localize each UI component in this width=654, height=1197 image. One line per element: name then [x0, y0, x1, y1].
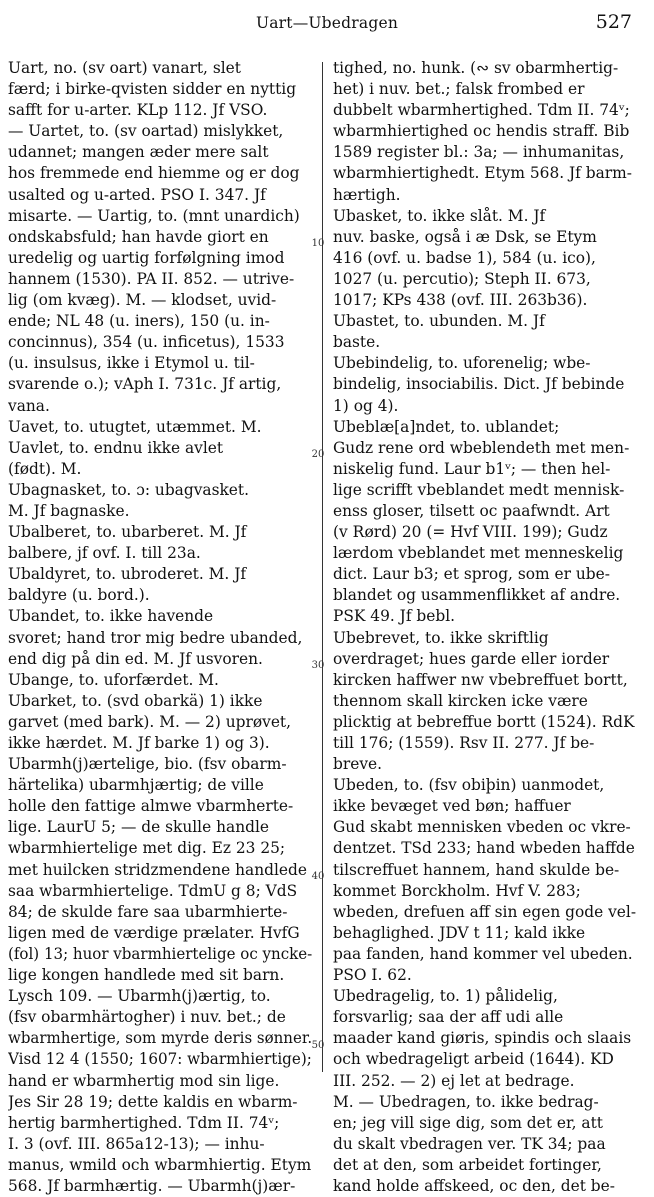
text-line: Ubalberet, to. ubarberet. M. Jf: [8, 523, 247, 542]
text-line: met huilcken stridzmendene handlede: [8, 860, 307, 879]
text-line: (fsv obarmhärtogher) i nuv. bet.; de: [8, 1008, 286, 1027]
text-line: (født). M.: [8, 459, 82, 478]
text-line: niskelig fund. Laur b1ᵛ; — then hel-: [333, 459, 611, 478]
text-line: uredelig og uartig forfølgning imod: [8, 248, 285, 267]
text-line: Gudz rene ord wbeblendeth met men-: [333, 438, 630, 457]
text-line: Ubasket, to. ikke slåt. M. Jf: [333, 206, 546, 225]
text-line: forsvarlig; saa der aff udi alle: [333, 1008, 564, 1027]
text-line: — Uartet, to. (sv oartad) mislykket,: [8, 122, 284, 141]
text-line: hærtigh.: [333, 185, 401, 204]
text-line: het) i nuv. bet.; falsk frombed er: [333, 80, 585, 99]
text-line: concinnus), 354 (u. inficetus), 1533: [8, 333, 285, 352]
text-line: holle den fattige almwe vbarmherte-: [8, 797, 294, 816]
text-line: 568. Jf barmhærtig. — Ubarmh(j)ær-: [8, 1176, 296, 1195]
text-line: det at den, som arbeidet fortinger,: [333, 1155, 602, 1174]
text-line: enss gloser, tilsett oc paafwndt. Art: [333, 501, 610, 520]
text-line: Jes Sir 28 19; dette kaldis en wbarm-: [8, 1092, 298, 1111]
text-line: (u. insulsus, ikke i Etymol u. til-: [8, 354, 255, 373]
text-line: ligen med de værdige prælater. HvfG: [8, 923, 300, 942]
text-line: härtelika) ubarmhjærtig; de ville: [8, 776, 264, 795]
text-line: Ubastet, to. ubunden. M. Jf: [333, 312, 545, 331]
text-line: manus, wmild och wbarmhiertig. Etym: [8, 1155, 312, 1174]
line-number: 30: [311, 660, 325, 671]
text-line: svoret; hand tror mig bedre ubanded,: [8, 628, 303, 647]
text-line: (fol) 13; huor vbarmhiertelige oc ynckе-: [8, 944, 312, 963]
text-line: Ubedragelig, to. 1) pålidelig,: [333, 987, 558, 1006]
line-number: 10: [311, 238, 325, 249]
text-line: Lysch 109. — Ubarmh(j)ærtig, to.: [8, 987, 271, 1006]
text-line: PSO I. 62.: [333, 966, 412, 985]
text-line: lærdom vbeblandet met menneskelig: [333, 544, 624, 563]
text-line: wbeden, drefuen aff sin egen gode vel-: [333, 902, 637, 921]
text-line: færd; i birke-qvisten sidder en nyttig: [8, 80, 297, 99]
text-line: 84; de skulde fare saa ubarmhierte-: [8, 902, 288, 921]
text-line: baldyre (u. bord.).: [8, 586, 150, 605]
text-line: III. 252. — 2) ej let at bedrage.: [333, 1071, 575, 1090]
text-line: lige kongen handlede med sit barn.: [8, 966, 285, 985]
column-divider: [322, 62, 323, 1072]
text-line: Ubeden, to. (fsv obiþin) uanmodet,: [333, 776, 605, 795]
text-line: Ubarmh(j)ærtelige, bio. (fsv obarm-: [8, 755, 287, 774]
text-line: dubbelt wbarmhertighed. Tdm II. 74ᵛ;: [333, 101, 630, 120]
text-line: Ubebrevet, to. ikke skriftlig: [333, 628, 549, 647]
text-line: dentzet. TSd 233; hand wbeden haffde: [333, 839, 635, 858]
text-line: misarte. — Uartig, to. (mnt unardich): [8, 206, 300, 225]
text-line: Uart, no. (sv oart) vanart, slet: [8, 59, 241, 77]
text-line: hertig barmhertighed. Tdm II. 74ᵛ;: [8, 1113, 280, 1132]
line-number: 20: [311, 449, 325, 460]
text-line: lige. LaurU 5; — de skulle handle: [8, 818, 269, 837]
running-head: Uart—Ubedragen: [255, 14, 399, 32]
text-line: end dig på din ed. M. Jf usvoren.: [8, 649, 263, 668]
text-line: 416 (ovf. u. badse 1), 584 (u. ico),: [333, 248, 596, 267]
text-line: en; jeg vill sige dig, som det er, att: [333, 1113, 603, 1132]
text-line: blandet og usammenflikket af andre.: [333, 586, 621, 605]
text-line: thennom skall kircken icke være: [333, 691, 588, 710]
text-line: overdraget; hues garde eller iorder: [333, 649, 610, 668]
text-line: Ubagnasket, to. ɔ: ubagvasket.: [8, 480, 249, 499]
text-line: ondskabsfuld; han havde giort en: [8, 227, 269, 246]
text-line: 1) og 4).: [333, 396, 399, 415]
text-line: 1017; KPs 438 (ovf. III. 263b36).: [333, 291, 588, 310]
text-line: bindelig, insociabilis. Dict. Jf bebinde: [333, 375, 625, 394]
text-line: vana.: [8, 396, 50, 415]
page-number: 527: [595, 11, 632, 33]
text-line: och wbedrageligt arbeid (1644). KD: [333, 1050, 614, 1069]
text-line: wbarmhiertelige met dig. Ez 23 25;: [8, 839, 286, 858]
text-line: hannem (1530). PA II. 852. — utrive-: [8, 269, 295, 288]
text-line: lige scrifft vbeblandet medt mennisk-: [333, 480, 625, 499]
text-line: svarende o.); vAph I. 731c. Jf artig,: [8, 375, 282, 394]
text-line: wbarmhertige, som myrde deris sønner.: [8, 1029, 312, 1048]
text-line: du skalt vbedragen ver. TK 34; paa: [333, 1134, 606, 1153]
text-line: safft for u-arter. KLp 112. Jf VSO.: [8, 101, 268, 120]
text-line: wbarmhiertighedt. Etym 568. Jf barm-: [333, 164, 632, 183]
text-line: hand er wbarmhertig mod sin lige.: [8, 1071, 280, 1090]
text-line: ikke bevæget ved bøn; haffuer: [333, 797, 571, 816]
text-line: kommet Borckholm. Hvf V. 283;: [333, 881, 581, 900]
text-line: M. — Ubedragen, to. ikke bedrag-: [333, 1092, 599, 1111]
text-line: 1589 register bl.: 3a; — inhumanitas,: [333, 143, 625, 162]
text-line: plicktig at bebreffue bortt (1524). RdK: [333, 712, 635, 731]
line-number: 50: [311, 1040, 325, 1051]
text-line: lig (om kvæg). M. — klodset, uvid-: [8, 291, 277, 310]
text-line: tilscreffuet hannem, hand skulde be-: [333, 860, 620, 879]
text-line: tighed, no. hunk. (∾ sv obarmhertig-: [333, 59, 619, 77]
text-line: kircken haffwer nw vbebreffuet bortt,: [333, 670, 628, 689]
line-number: 40: [311, 871, 325, 882]
right-column: [333, 58, 637, 1197]
text-line: Gud skabt mennisken vbeden oc vkre-: [333, 818, 631, 837]
text-line: usalted og u-arted. PSO I. 347. Jf: [8, 185, 266, 204]
page-header: [0, 11, 654, 40]
text-line: Ubandet, to. ikke havende: [8, 607, 214, 626]
text-line: I. 3 (ovf. III. 865a12-13); — inhu-: [8, 1134, 265, 1153]
text-line: wbarmhiertighed oc hendis straff. Bib: [333, 122, 630, 141]
text-line: breve.: [333, 755, 383, 774]
text-line: ikke hærdet. M. Jf barke 1) og 3).: [8, 734, 270, 752]
text-line: kand holde affskeed, oc den, det be-: [333, 1176, 615, 1195]
text-line: paa fanden, hand kommer vel ubeden.: [333, 944, 633, 963]
text-line: dict. Laur b3; et sprog, som er ube-: [333, 565, 610, 584]
text-line: M. Jf bagnaske.: [8, 501, 130, 520]
text-line: Ubeblæ[a]ndet, to. ublandet;: [333, 417, 560, 436]
text-line: ende; NL 48 (u. iners), 150 (u. in-: [8, 312, 270, 331]
text-line: saa wbarmhiertelige. TdmU g 8; VdS: [8, 881, 298, 900]
text-line: (v Rørd) 20 (= Hvf VIII. 199); Gudz: [333, 523, 608, 542]
text-line: hos fremmede end hiemme og er dog: [8, 164, 300, 183]
text-line: Uavlet, to. endnu ikke avlet: [8, 438, 224, 457]
text-line: baste.: [333, 333, 381, 352]
text-line: behaglighed. JDV t 11; kald ikke: [333, 923, 586, 942]
text-line: Ubange, to. uforfærdet. M.: [8, 670, 219, 689]
text-line: Uavet, to. utugtet, utæmmet. M.: [8, 417, 262, 436]
text-line: 1027 (u. percutio); Steph II. 673,: [333, 269, 591, 288]
text-line: Ubebindelig, to. uforenelig; wbe-: [333, 354, 591, 373]
text-line: till 176; (1559). Rsv II. 277. Jf be-: [333, 734, 595, 752]
text-line: Ubarket, to. (svd obarkä) 1) ikke: [8, 691, 263, 710]
text-line: balbere, jf ovf. I. till 23a.: [8, 544, 201, 563]
text-line: PSK 49. Jf bebl.: [333, 607, 456, 626]
text-line: garvet (med bark). M. — 2) uprøvet,: [8, 712, 291, 731]
text-line: maader kand giøris, spindis och slaais: [333, 1029, 632, 1048]
text-line: nuv. baske, også i æ Dsk, se Etym: [333, 227, 597, 246]
text-line: Visd 12 4 (1550; 1607: wbarmhiertige);: [8, 1050, 312, 1069]
text-line: Ubaldyret, to. ubroderet. M. Jf: [8, 565, 247, 584]
text-line: udannet; mangen æder mere salt: [8, 143, 269, 162]
left-column: [8, 58, 312, 1197]
